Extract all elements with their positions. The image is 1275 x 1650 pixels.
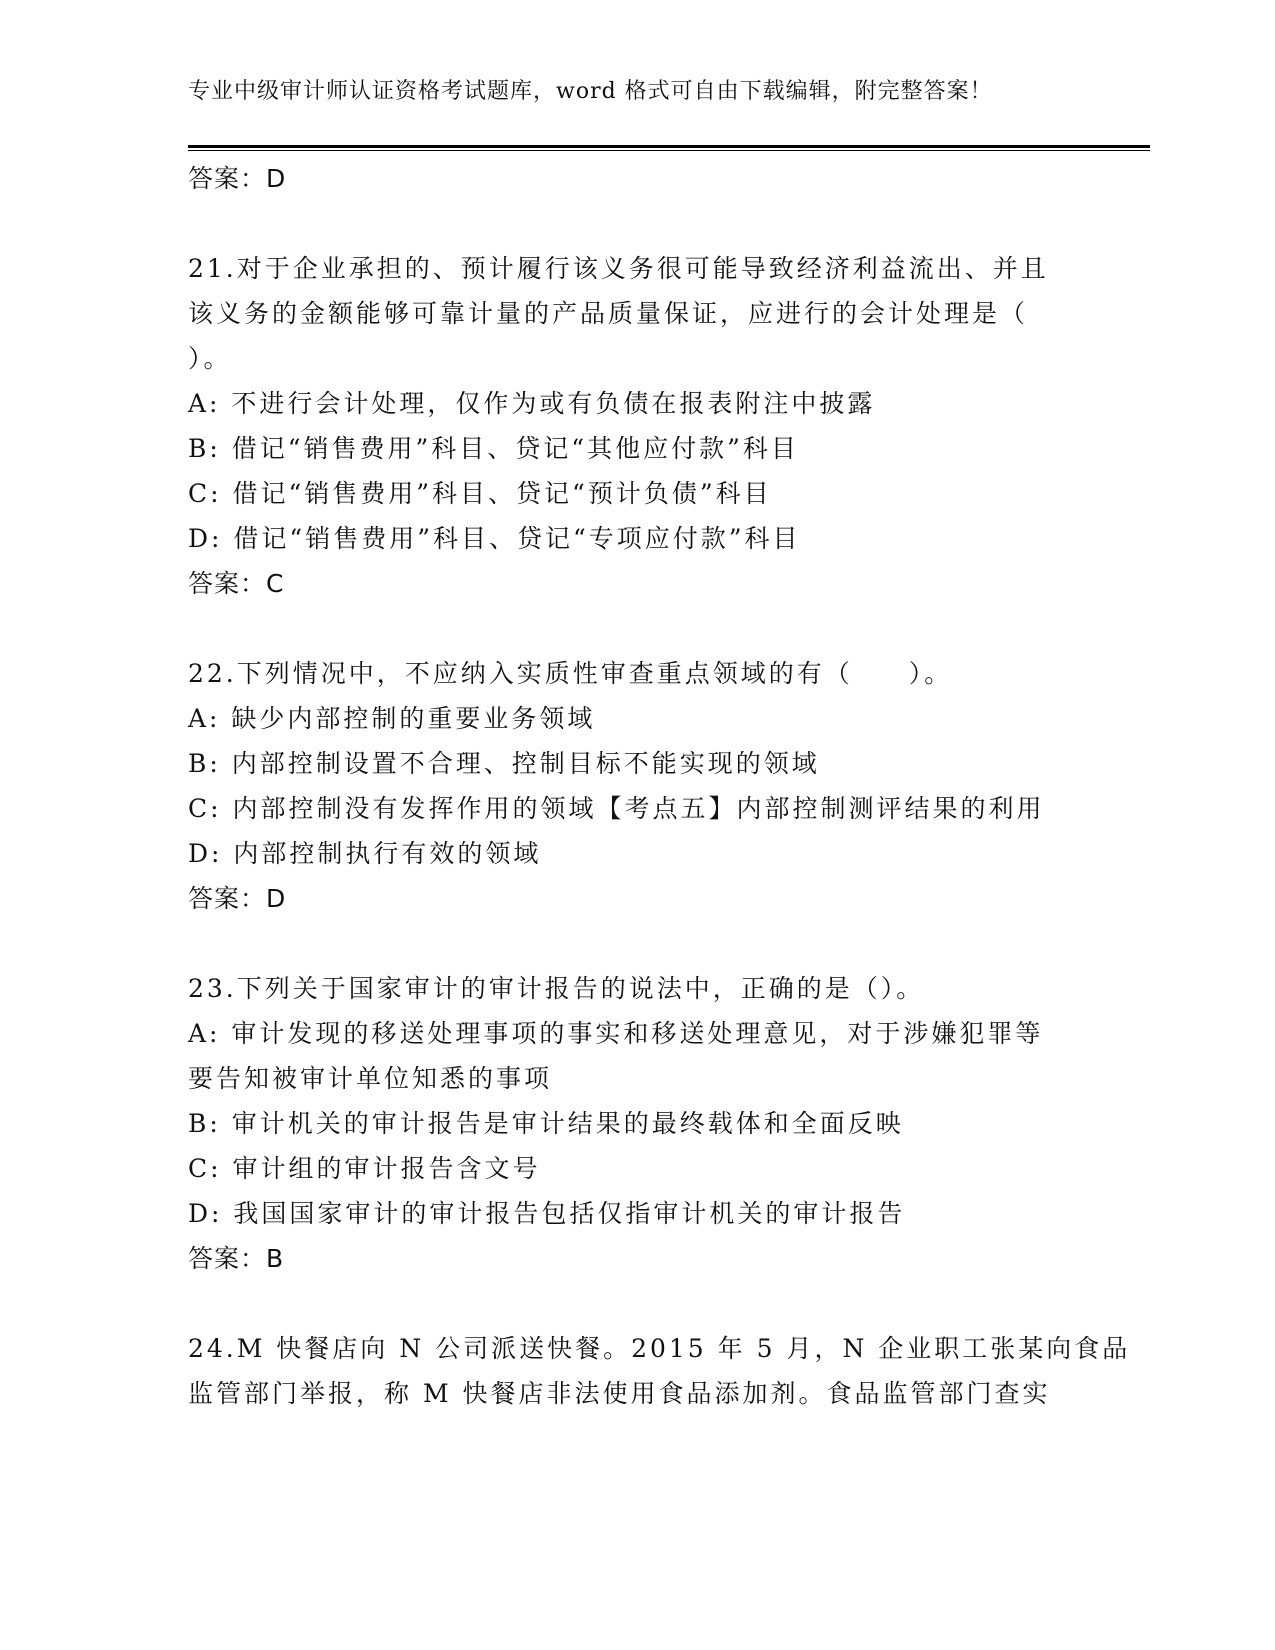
answer-line: 答案：D — [188, 164, 287, 193]
answer-line: 答案：D — [188, 884, 287, 913]
option-b: B: 审计机关的审计报告是审计结果的最终载体和全面反映 — [188, 1109, 904, 1138]
option-c: C: 内部控制没有发挥作用的领域【考点五】内部控制测评结果的利用 — [188, 794, 1045, 823]
option-a: A: 不进行会计处理，仅作为或有负债在报表附注中披露 — [188, 389, 876, 418]
option-c: C: 借记“销售费用”科目、贷记“预计负债”科目 — [188, 479, 772, 508]
option-a-continued: 要告知被审计单位知悉的事项 — [188, 1064, 553, 1093]
answer-line: 答案：C — [188, 569, 285, 598]
header-rule-thin — [188, 150, 1150, 151]
option-b: B: 借记“销售费用”科目、贷记“其他应付款”科目 — [188, 434, 799, 463]
option-b: B: 内部控制设置不合理、控制目标不能实现的领域 — [188, 749, 820, 778]
question-text-line: 23.下列关于国家审计的审计报告的说法中，正确的是（）。 — [188, 974, 925, 1003]
question-text-line: 该义务的金额能够可靠计量的产品质量保证，应进行的会计处理是（ — [188, 299, 1029, 328]
question-text-line: 监管部门举报，称 M 快餐店非法使用食品添加剂。食品监管部门查实 — [188, 1379, 1051, 1408]
question-24 — [188, 1326, 1131, 1416]
option-c: C: 审计组的审计报告含文号 — [188, 1154, 541, 1183]
option-d: D: 我国国家审计的审计报告包括仅指审计机关的审计报告 — [188, 1199, 906, 1228]
question-23 — [188, 966, 1088, 1281]
answer-line: 答案：B — [188, 1244, 285, 1273]
option-d: D: 借记“销售费用”科目、贷记“专项应付款”科目 — [188, 524, 801, 553]
option-a: A: 缺少内部控制的重要业务领域 — [188, 704, 596, 733]
question-text-line: 21.对于企业承担的、预计履行该义务很可能导致经济利益流出、并且 — [188, 254, 1049, 283]
question-22 — [188, 651, 1088, 921]
option-d: D: 内部控制执行有效的领域 — [188, 839, 542, 868]
option-a: A: 审计发现的移送处理事项的事实和移送处理意见，对于涉嫌犯罪等 — [188, 1019, 1044, 1048]
header-rule-thick — [188, 145, 1150, 148]
page-header: 专业中级审计师认证资格考试题库，word 格式可自由下载编辑，附完整答案！ — [188, 79, 993, 104]
question-text-line: 22.下列情况中，不应纳入实质性审查重点领域的有（ ）。 — [188, 659, 953, 688]
document-body — [188, 156, 1131, 1416]
question-text-line: 24.M 快餐店向 N 公司派送快餐。2015 年 5 月，N 企业职工张某向食品 — [188, 1334, 1131, 1363]
question-21 — [188, 246, 1088, 606]
question-text-line: ）。 — [188, 344, 232, 373]
